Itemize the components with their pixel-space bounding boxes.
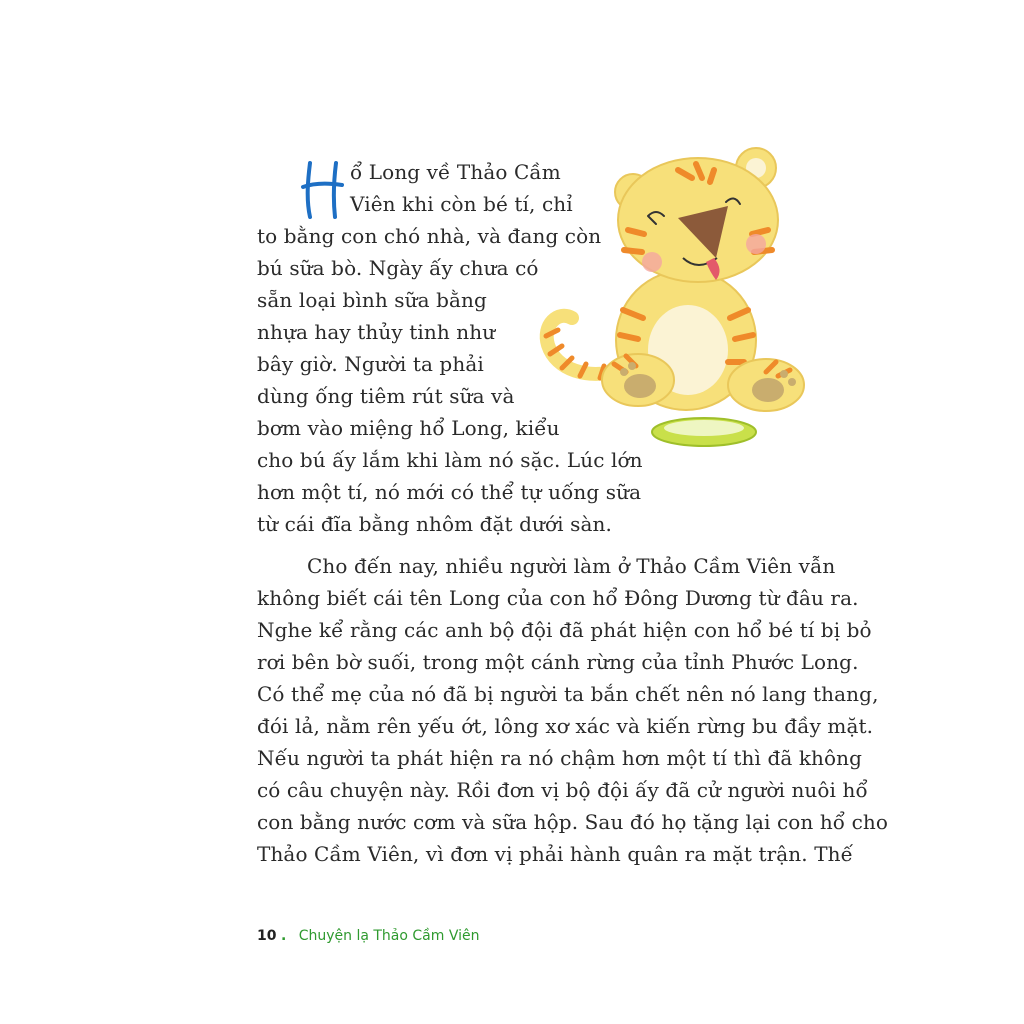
- p1-line-12: từ cái đĩa bằng nhôm đặt dưới sàn.: [257, 512, 612, 536]
- p2-line-5: Có thể mẹ của nó đã bị người ta bắn chết nên nó lang thang,: [257, 682, 879, 706]
- p2-line-1: Cho đến nay, nhiều người làm ở Thảo Cầm Viên vẫn: [307, 554, 836, 578]
- dropcap-letter: [300, 159, 344, 219]
- p2-line-8: có câu chuyện này. Rồi đơn vị bộ đội ấy đã cử người nuôi hổ: [257, 778, 868, 802]
- p1-line-2: Viên khi còn bé tí, chỉ: [350, 192, 573, 216]
- tiger-cub-illustration: [528, 140, 814, 458]
- p2-line-10: Thảo Cầm Viên, vì đơn vị phải hành quân ra mặt trận. Thế: [257, 842, 854, 866]
- p1-line-9: bơm vào miệng hổ Long, kiểu: [257, 416, 560, 440]
- p1-line-7: bây giờ. Người ta phải: [257, 352, 484, 376]
- p2-line-7: Nếu người ta phát hiện ra nó chậm hơn một tí thì đã không: [257, 746, 863, 770]
- p1-line-4: bú sữa bò. Ngày ấy chưa có: [257, 256, 539, 280]
- dropcap-text: H: [300, 159, 301, 160]
- footer-separator: .: [280, 928, 287, 944]
- p1-line-1: ổ Long về Thảo Cầm: [350, 160, 561, 184]
- p1-line-8: dùng ống tiêm rút sữa và: [257, 384, 515, 408]
- p2-line-2: không biết cái tên Long của con hổ Đông Dương từ đâu ra.: [257, 586, 859, 610]
- p2-line-3: Nghe kể rằng các anh bộ đội đã phát hiện con hổ bé tí bị bỏ: [257, 618, 872, 642]
- page-footer: [257, 926, 480, 946]
- page-number: 10: [257, 928, 277, 944]
- p1-line-3: to bằng con chó nhà, và đang còn: [257, 224, 602, 248]
- p1-line-5: sẵn loại bình sữa bằng: [257, 288, 487, 312]
- book-title: Chuyện lạ Thảo Cầm Viên: [298, 928, 480, 944]
- p2-line-6: đói lả, nằm rên yếu ớt, lông xơ xác và kiến rừng bu đầy mặt.: [257, 714, 874, 738]
- p1-line-6: nhựa hay thủy tinh như: [257, 320, 496, 344]
- p2-line-4: rơi bên bờ suối, trong một cánh rừng của tỉnh Phước Long.: [257, 650, 859, 674]
- p1-line-11: hơn một tí, nó mới có thể tự uống sữa: [257, 480, 642, 504]
- p1-line-10: cho bú ấy lắm khi làm nó sặc. Lúc lớn: [257, 448, 643, 472]
- p2-line-9: con bằng nước cơm và sữa hộp. Sau đó họ tặng lại con hổ cho: [257, 810, 889, 834]
